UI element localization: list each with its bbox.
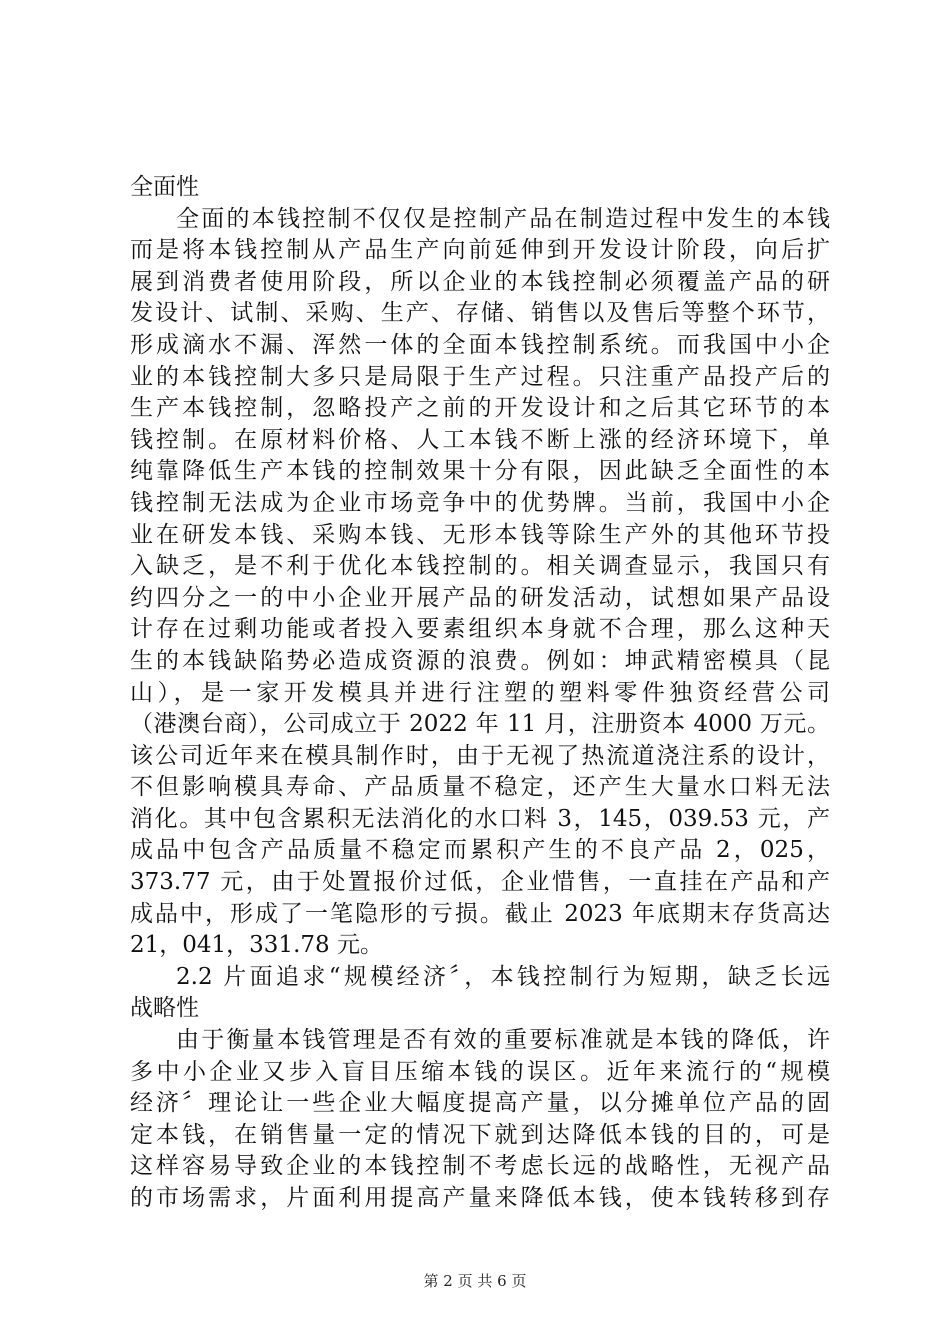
text-line: 2.2 片面追求“规模经济〞，本钱控制行为短期，缺乏长远	[176, 963, 830, 990]
text-line: 373.77 元，由于处置报价过低，企业惜售，一直挂在产品和产	[130, 869, 830, 896]
text-line: 钱控制。在原材料价格、人工本钱不断上涨的经济环境下，单	[130, 426, 830, 453]
text-line: （港澳台商），公司成立于 2022 年 11 月，注册资本 4000 万元。	[130, 711, 830, 738]
text-line: 的市场需求，片面利用提高产量来降低本钱，使本钱转移到存	[130, 1185, 830, 1211]
text-line: 业的本钱控制大多只是局限于生产过程。只注重产品投产后的	[130, 363, 830, 390]
text-line: 计存在过剩功能或者投入要素组织本身就不合理，那么这种天	[130, 616, 830, 643]
text-line: 展到消费者使用阶段，所以企业的本钱控制必须覆盖产品的研	[130, 268, 830, 295]
text-line: 消化。其中包含累积无法消化的水口料 3，145，039.53 元，产	[130, 805, 830, 832]
text-line: 纯靠降低生产本钱的控制效果十分有限，因此缺乏全面性的本	[130, 458, 830, 485]
text-line: 全面的本钱控制不仅仅是控制产品在制造过程中发生的本钱	[176, 205, 830, 232]
text-line: 这样容易导致企业的本钱控制不考虑长远的战略性，无视产品	[130, 1153, 830, 1180]
text-line: 钱控制无法成为企业市场竞争中的优势牌。当前，我国中小企	[130, 489, 830, 516]
text-line: 成品中，形成了一笔隐形的亏损。截止 2023 年底期末存货高达	[130, 900, 830, 927]
text-line: 多中小企业又步入盲目压缩本钱的误区。近年来流行的“规模	[130, 1058, 830, 1085]
text-line: 成品中包含产品质量不稳定而累积产生的不良产品 2，025，	[130, 837, 830, 864]
text-line: 生产本钱控制，忽略投产之前的开发设计和之后其它环节的本	[130, 395, 830, 422]
text-line: 约四分之一的中小企业开展产品的研发活动，试想如果产品设	[130, 584, 830, 611]
text-line: 定本钱，在销售量一定的情况下就到达降低本钱的目的，可是	[130, 1121, 830, 1148]
text-line: 发设计、试制、采购、生产、存储、销售以及售后等整个环节，	[130, 300, 830, 327]
text-line: 由于衡量本钱管理是否有效的重要标准就是本钱的降低，许	[176, 1027, 830, 1054]
page-footer	[0, 1271, 950, 1291]
text-line: 入缺乏，是不利于优化本钱控制的。相关调查显示，我国只有	[130, 553, 830, 580]
text-line: 战略性	[130, 995, 199, 1022]
text-line: 山），是一家开发模具并进行注塑的塑料零件独资经营公司	[130, 679, 830, 706]
text-line: 该公司近年来在模具制作时，由于无视了热流道浇注系的设计，	[130, 742, 830, 769]
text-line: 经济〞理论让一些企业大幅度提高产量，以分摊单位产品的固	[130, 1090, 830, 1117]
text-line: 全面性	[130, 174, 199, 200]
text-line: 生的本钱缺陷势必造成资源的浪费。例如：坤武精密模具（昆	[130, 647, 830, 674]
text-line: 不但影响模具寿命、产品质量不稳定，还产生大量水口料无法	[130, 774, 830, 801]
document-body	[130, 172, 830, 1215]
page-number: 第 2 页 共 6 页	[423, 1272, 527, 1290]
text-line: 形成滴水不漏、浑然一体的全面本钱控制系统。而我国中小企	[130, 331, 830, 358]
text-line: 业在研发本钱、采购本钱、无形本钱等除生产外的其他环节投	[130, 521, 830, 548]
text-line: 21，041，331.78 元。	[130, 932, 383, 959]
text-line: 而是将本钱控制从产品生产向前延伸到开发设计阶段，向后扩	[130, 237, 830, 264]
